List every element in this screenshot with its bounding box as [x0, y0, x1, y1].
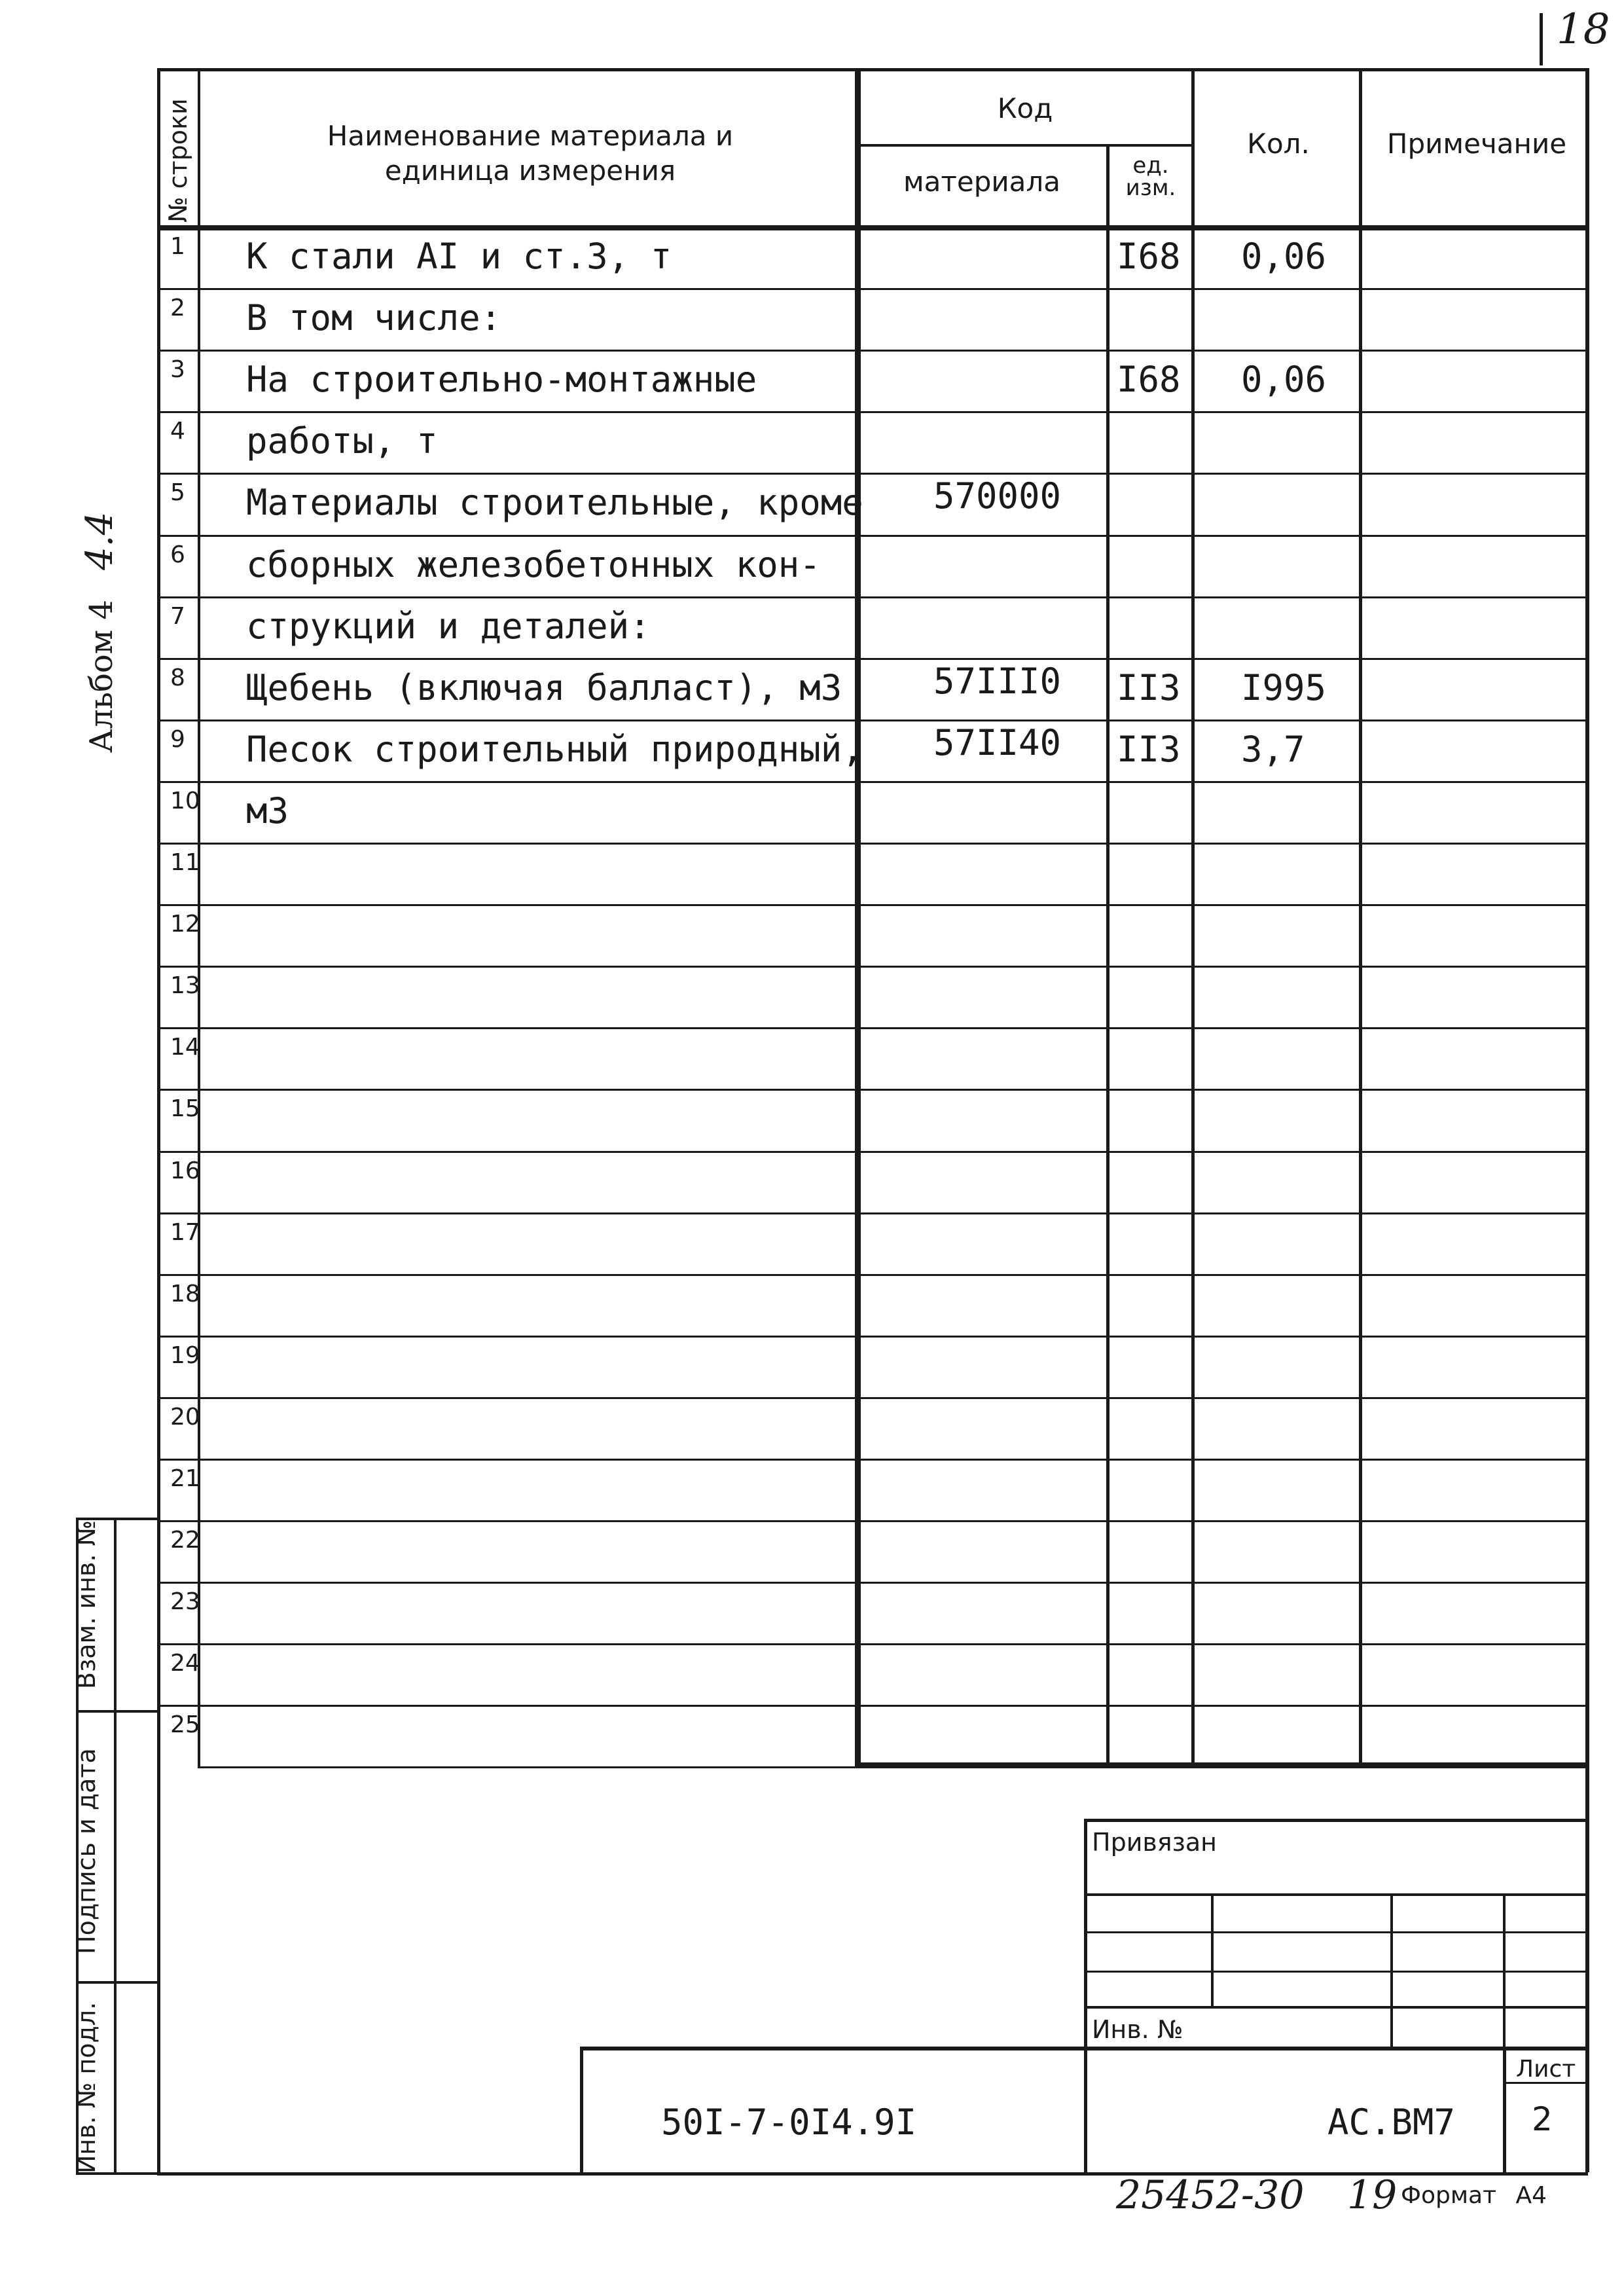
- row-unit: II3: [1117, 728, 1181, 770]
- privyazan-row2: [1084, 1931, 1588, 1933]
- privyazan-row1: [1084, 1893, 1588, 1896]
- footer-hand-page: 19: [1347, 2172, 1398, 2218]
- row-number: 14: [170, 1034, 200, 1061]
- titleblock-top: [580, 2047, 1588, 2050]
- row-number: 15: [170, 1095, 200, 1123]
- row-number: 11: [170, 849, 200, 876]
- table-row: [0, 535, 1624, 596]
- sheet-label: Лист: [1516, 2056, 1576, 2083]
- row-number: 5: [170, 479, 185, 507]
- table-row: [0, 1459, 1624, 1520]
- table-row: [0, 1520, 1624, 1582]
- row-number: 7: [170, 602, 185, 630]
- privyazan-label: Привязан: [1092, 1828, 1217, 1857]
- table-row: [0, 1089, 1624, 1150]
- code-material-header: материала: [903, 166, 1060, 198]
- table-row: [0, 720, 1624, 781]
- table-row: [0, 227, 1624, 288]
- row-qty: 3,7: [1241, 728, 1305, 770]
- stamp-vzam: Взам. инв. №: [72, 1520, 101, 1689]
- titleblock-sheet-col: [1503, 2047, 1506, 2172]
- code-header: Код: [997, 92, 1053, 124]
- privyazan-row4: [1084, 2006, 1588, 2009]
- table-row: [0, 1705, 1624, 1766]
- row-name: Щебень (включая балласт), м3: [246, 666, 842, 708]
- row-name: м3: [246, 790, 289, 831]
- row-number: 20: [170, 1403, 200, 1430]
- row-name: работы, т: [246, 420, 438, 462]
- frame-top: [157, 68, 1588, 71]
- doc-code: 50I-7-0I4.9I: [661, 2102, 917, 2143]
- row-number: 19: [170, 1341, 200, 1369]
- table-row: [0, 1582, 1624, 1643]
- row-qty: 0,06: [1241, 359, 1327, 401]
- row-unit: I68: [1117, 236, 1181, 277]
- footer-hand-number: 25452-30: [1116, 2172, 1305, 2218]
- code-unit-header: ед. изм.: [1125, 153, 1176, 201]
- row-name: сборных железобетонных кон-: [246, 543, 821, 585]
- row-number: 13: [170, 972, 200, 1000]
- table-row: [0, 473, 1624, 534]
- row-code: 570000: [933, 475, 1062, 517]
- titleblock-left: [580, 2047, 583, 2172]
- row-number: 12: [170, 911, 200, 938]
- row-unit: II3: [1117, 666, 1181, 708]
- row-number: 9: [170, 725, 185, 753]
- table-row: [0, 1027, 1624, 1089]
- table-row: [0, 966, 1624, 1027]
- corner-page-number: 18: [1557, 5, 1610, 54]
- row-number: 18: [170, 1280, 200, 1307]
- qty-header: Кол.: [1247, 128, 1310, 160]
- privyazan-col3: [1503, 1893, 1506, 2050]
- table-row: [0, 843, 1624, 904]
- row-number: 25: [170, 1711, 200, 1739]
- row-qty: 0,06: [1241, 236, 1327, 277]
- table-row: [0, 1212, 1624, 1274]
- privyazan-col2: [1390, 1893, 1393, 2050]
- row-number: 6: [170, 541, 185, 568]
- stamp-podpis: Подпись и дата: [72, 1748, 101, 1954]
- table-row: [0, 411, 1624, 473]
- row-name: Материалы строительные, кроме: [246, 482, 863, 524]
- corner-tick: [1540, 13, 1543, 65]
- table-row: [0, 350, 1624, 411]
- privyazan-inv: Инв. №: [1092, 2015, 1183, 2044]
- table-row: [0, 596, 1624, 658]
- row-name: К стали АI и ст.3, т: [246, 236, 672, 277]
- row-name: На строительно-монтажные: [246, 359, 757, 401]
- row-name: струкций и деталей:: [246, 605, 651, 647]
- privyazan-left: [1084, 1819, 1087, 2172]
- privyazan-top: [1084, 1819, 1588, 1822]
- stamp-split-2: [76, 1981, 157, 1984]
- table-row: [0, 904, 1624, 966]
- row-number: 3: [170, 356, 185, 384]
- row-code: 57II40: [933, 721, 1062, 763]
- stamp-inv-podl: Инв. № подл.: [72, 2001, 101, 2174]
- row-number: 10: [170, 787, 200, 814]
- privyazan-col1: [1211, 1893, 1214, 2006]
- row-number: 8: [170, 664, 185, 691]
- row-unit: I68: [1117, 359, 1181, 401]
- privyazan-row3: [1084, 1971, 1588, 1973]
- row-number: 21: [170, 1465, 200, 1492]
- row-number: 22: [170, 1527, 200, 1554]
- code-header-split: [855, 144, 1191, 147]
- row-number: 4: [170, 418, 185, 445]
- table-row: [0, 1397, 1624, 1459]
- row-number: 24: [170, 1650, 200, 1677]
- table-row: [0, 1643, 1624, 1705]
- table-row: [0, 781, 1624, 843]
- note-header: Примечание: [1386, 128, 1567, 160]
- row-number: 23: [170, 1588, 200, 1616]
- album-label: Альбом 4 4.4: [79, 511, 121, 753]
- name-header: Наименование материала и единица измерения: [327, 120, 734, 187]
- format-label: Формат А4: [1401, 2182, 1547, 2209]
- row-number: 1: [170, 233, 185, 260]
- row-qty: I995: [1241, 666, 1327, 708]
- table-row: [0, 658, 1624, 720]
- doc-mark: АС.ВМ7: [1327, 2102, 1456, 2143]
- table-row: [0, 288, 1624, 350]
- row-code: 57III0: [933, 660, 1062, 702]
- table-row: [0, 1336, 1624, 1397]
- row-number: 2: [170, 295, 185, 322]
- table-row: [0, 1274, 1624, 1336]
- row-number: 17: [170, 1218, 200, 1246]
- row-number: 16: [170, 1157, 200, 1184]
- row-name: В том числе:: [246, 297, 502, 339]
- row-name: Песок строительный природный,: [246, 728, 863, 770]
- sheet-number: 2: [1532, 2100, 1553, 2138]
- table-row: [0, 1151, 1624, 1212]
